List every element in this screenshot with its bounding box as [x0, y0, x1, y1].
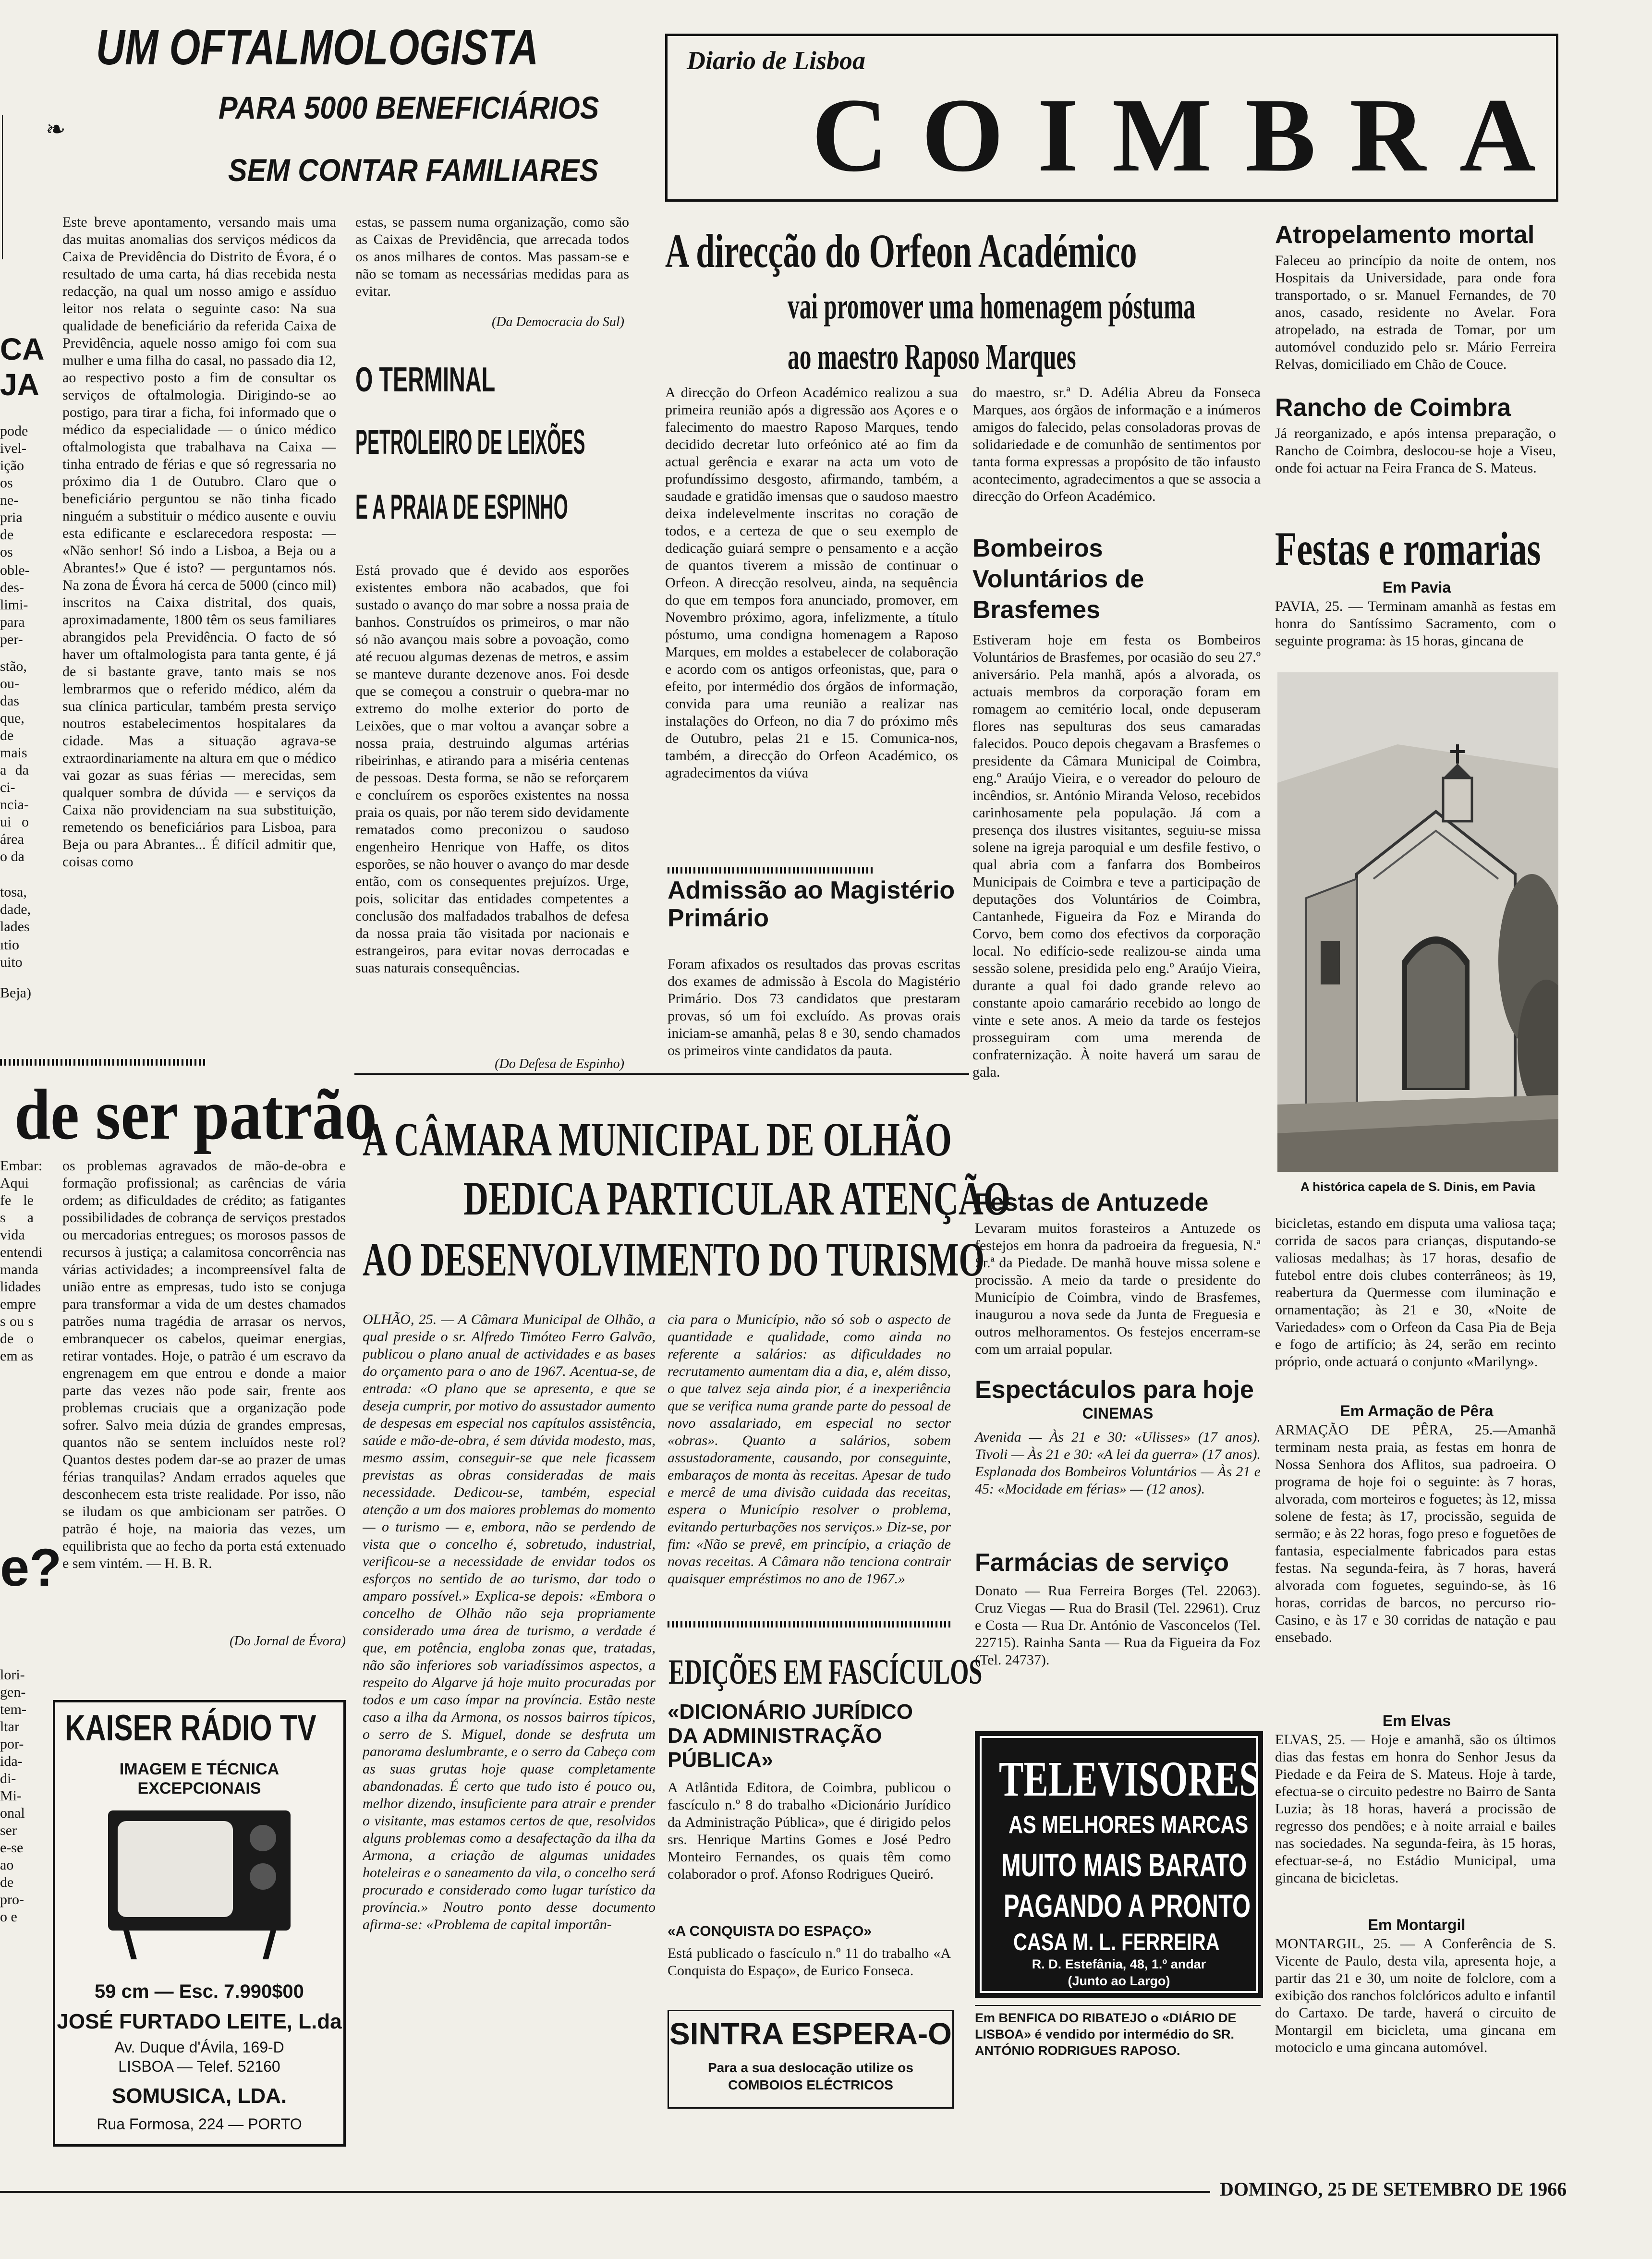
- televisores-ad[interactable]: [975, 1731, 1263, 1998]
- terminal-body: Está provado que é devido aos esporões existentes embora não acabados, que foi sustado o avanço do mar sobre a nossa praia de banhos. Construídos os primeiros, o mar não só não avançou mais sobre a povoação, como até recuou algumas dezenas de metros, e assim se manteve durante dezenove anos. Foi desde que se começou a construir o quebra-mar no extremo do molhe exterior do porto de Leixões, que o mar voltou a avançar sobre a nossa praia, destruindo algumas artérias ribeirinhas, e atirando para a miséria centenas de pessoas. Desta forma, se não se reforçarem e concluírem os esporões existentes na nossa praia os quais, por não terem sido devidamente rematados como preconizou o saudoso engenheiro Henrique von Haffe, os ditos esporões, se não houver o avanço do mar desde então, com os consequentes prejuízos. Urge, pois, solicitar das entidades competentes a conclusão dos malfadados trabalhos de defesa da nossa praia tão visitada por nacionais e estrangeiros, para evitar novas derrocadas e suas naturais consequências.: [355, 562, 629, 976]
- farmacias-body: Donato — Rua Ferreira Borges (Tel. 22063). Cruz Viegas — Rua do Brasil (Tel. 22961). Cruz e Costa — Rua Dr. António de Vasconcelos (Tel. 22715). Rainha Santa — Rua da Figueira da Foz (Tel. 24737).: [975, 1583, 1261, 1668]
- ornament-icon: ❧: [46, 116, 66, 143]
- orfeon-col-2: do maestro, sr.ª D. Adélia Abreu da Fonseca Marques, aos órgãos de informação e a inúmeros amigos do falecido, pelas consoladoras provas de solidariedade e de comunhão de sentimentos por tanta forma expressas a propósito de tão infausto acontecimento, agradecimentos a que se associa a direcção do Orfeon Académico.: [972, 385, 1261, 504]
- kaiser-tag-2: EXCEPCIONAIS: [137, 1779, 261, 1797]
- espectaculos-sub: CINEMAS: [1082, 1405, 1154, 1422]
- tv-set-icon: [108, 1810, 291, 1931]
- bombeiros-body: Estiveram hoje em festa os Bombeiros Voluntários de Brasfemes, por ocasião do seu 27.º aniversário. Pela manhã, após a alvorada, os actuais membros da corporação foram em romagem ao cemitério local, onde depuseram flores nas sepulturas dos seus camaradas falecidos. Pouco depois chegavam a Brasfemes o presidente da Câmara Municipal de Coimbra, eng.º Araújo Vieira, e o vereador do pelouro de incêndios, sr. António Miranda Veloso, recebidos carinhosamente pela população. Já com a presença dos ilustres visitantes, seguiu-se missa solene na igreja paroquial e um desfile festivo, o qual abria com a fanfarra dos Bombeiros Municipais de Coimbra e teve a participação de deputações dos Voluntários de Coimbra, Cantanhede, Figueira da Foz e Miranda do Corvo, bem como dos efectivos da corporação local. No edifício-sede realizou-se ainda uma sessão solene, presidida pelo eng.º Araújo Vieira, durante a qual foi dado grande relevo ao constante apoio camarário recebido ao longo de vinte e sete anos. A meio da tarde os festejos prosseguiram com uma merenda de confraternização. À noite haverá um sarau de gala.: [972, 632, 1261, 1080]
- divider: [668, 1621, 951, 1627]
- montargil-head: Em Montargil: [1368, 1916, 1466, 1933]
- edicoes-body-1: A Atlântida Editora, de Coimbra, publicou o fascículo n.º 8 do trabalho «Dicionário Jurídico da Administração Pública», que é dirigido pelos srs. Henrique Martins Gomes e José Pedro Monteiro Fernandes, os quais têm como colaborador o prof. Afonso Rodrigues Queiró.: [668, 1780, 951, 1882]
- oftal-col-1: Este breve apontamento, versando mais uma das muitas anomalias dos serviços médicos da Caixa de Previdência do Distrito de Évora, é o resultado de uma carta, há dias recebida nesta redacção, na qual um nosso amigo e assíduo leitor nos relata o seguinte caso: Na sua qualidade de beneficiário da referida Caixa de Previdência, aquele nosso amigo foi com sua mulher e uma filha do casal, no passado dia 12, ao respectivo posto a fim de consultar os serviços de oftalmologia. Dirigindo-se ao postigo, para tirar a ficha, foi informado que o médico da especialidade — o único médico oftalmologista que trabalhava na Caixa — tinha entrado de férias e que só regressaria no próximo dia 1 de Outubro. Claro que o beneficiário perguntou se não tinha ficado ninguém a substituir o médico ausente e ouviu esta edificante e esclarecedora resposta: — «Não senhor! Só indo a Lisboa, a Beja ou a Abrantes!» Que é isto? — perguntamos nós. Na zona de Évora há cerca de 5000 (cinco mil) inscritos na Caixa distrital, dos quais, aproximadamente, 1800 têm os seus familiares abrangidos pela Previdência. O facto de só haver um oftalmologista para tanta gente, é já de si bastante grave, tanto mais se nos lembrarmos que o referido médico, além da sua clínica particular, também presta serviço noutros estabelecimentos hospitalares da cidade. Mas a situação agrava-se extraordinariamente na altura em que o médico vai gozar as suas férias — merecidas, sem qualquer sombra de dúvida — e serviços da Caixa não providenciam na sua substituição, remetendo os beneficiários para Lisboa, para Beja ou para Abrantes... É difícil admitir que, coisas como: [62, 214, 336, 870]
- left-edge-fragment-9: e?: [0, 1538, 62, 1597]
- orfeon-title-3: ao maestro Raposo Marques: [788, 337, 1076, 377]
- paper-name: Diario de Lisboa: [687, 46, 865, 75]
- masthead-box: [665, 34, 1569, 202]
- kaiser-dealer-2: SOMUSICA, LDA.: [111, 2084, 287, 2108]
- terminal-title-3: E A PRAIA DE ESPINHO: [355, 488, 568, 526]
- chapel-photo: [1277, 672, 1558, 1172]
- elvas-head: Em Elvas: [1382, 1712, 1451, 1729]
- edicoes-title: EDIÇÕES EM FASCÍCULOS: [668, 1652, 983, 1692]
- tv-ad-line-4: PAGANDO A PRONTO: [1004, 1888, 1251, 1924]
- tv-ad-line-2: AS MELHORES MARCAS: [1008, 1811, 1249, 1839]
- olhao-col-2: cia para o Município, não só sob o aspecto de quantidade e qualidade, como ainda no referente a salários: as dificuldades no recrutamento aumentam dia a dia, e, além disso, o que talvez seja ainda pior, é a inexperiência que se verifica numa grande parte do pessoal de novo assalariado, em especial no sector «obras». Quanto a salários, sobem assustadoramente, causando, por conseguinte, embaraços de monta às receitas. Apesar de tudo e mercê de uma divisão cuidada das receitas, espera o Município resolver o problema, evitando perturbações nos serviços.» Diz-se, por fim: «Não se prevê, em princípio, a criação de novas receitas. A Câmara não tenciona contrair quaisquer empréstimos no ano de 1967.»: [668, 1312, 951, 1587]
- elvas-body: ELVAS, 25. — Hoje e amanhã, são os últimos dias das festas em honra do Senhor Jesus da Piedade e da Feira de S. Mateus. Hoje à tarde, efectua-se o circuito pedestre no Bairro de Santa Luzia; às 18 horas, haverá a procissão de regresso dos pendões; e à noite arraial e bailes nas sociedades. Na segunda-feira, às 15 horas, efectuar-se-á, no Estádio Municipal, uma gincana de bicicletas.: [1275, 1732, 1556, 1886]
- espectaculos-body: Avenida — Às 21 e 30: «Ulisses» (17 anos). Tivoli — Às 21 e 30: «A lei da guerra» (17 anos). Esplanada dos Bombeiros Voluntários — Às 21 e 45: «Mocidade em férias» — (12 anos).: [975, 1429, 1261, 1497]
- kaiser-dealer: JOSÉ FURTADO LEITE, L.da: [57, 2010, 342, 2033]
- oftal-col-2: estas, se passem numa organização, como são as Caixas de Previdência, que arrecada todos os anos milhares de contos. Mas passam-se e não se tomam as necessárias medidas para as evitar.: [355, 214, 629, 299]
- antuzede-body: Levaram muitos forasteiros a Antuzede os festejos em honra da padroeira da freguesia, N.ª Sr.ª da Piedade. De manhã houve missa solene e procissão. A meio da tarde o presidente do Município de Coimbra, vindo de Brasfemes, inaugurou a nova sede da Junta de Freguesia e outros melhoramentos. Os festejos encerram-se com um arraial popular.: [975, 1220, 1261, 1357]
- montargil-body: MONTARGIL, 25. — A Conferência de S. Vicente de Paulo, desta vila, apresenta hoje, a partir das 21 e 30, um noite de folclore, com a exibição dos ranchos folclóricos adulto e infantil do Cartaxo. De tarde, haverá o circuito de Montargil em bicicleta, uma gincana em motociclo e uma gincana automóvel.: [1275, 1936, 1556, 2055]
- sintra-sub: Para a sua deslocação utilize os COMBOIOS ELÉCTRICOS: [708, 2060, 913, 2092]
- orfeon-title-1: A direcção do Orfeon Académico: [665, 224, 1137, 278]
- farmacias-title: Farmácias de serviço: [975, 1549, 1229, 1577]
- armacao-head: Em Armação de Pêra: [1340, 1402, 1494, 1420]
- oftal-title-2: PARA 5000 BENEFICIÁRIOS: [219, 90, 599, 125]
- edicoes-body-2: Está publicado o fascículo n.º 11 do trabalho «A Conquista do Espaço», de Eurico Fonseca.: [668, 1945, 951, 1979]
- atropelamento-body: Faleceu ao princípio da noite de ontem, nos Hospitais da Universidade, para onde fora transportado, o sr. Manuel Fernandes, de 70 anos, casado, residente no Avelar. Fora atropelado, na estrada de Tomar, por um automóvel conduzido pelo sr. Mário Ferreira Relvas, domiciliado em Chão de Couce.: [1275, 253, 1556, 372]
- oftal-credit: (Da Democracia do Sul): [491, 315, 624, 329]
- olhao-title-2: DEDICA PARTICULAR ATENÇÃO: [463, 1172, 1010, 1225]
- orfeon-col-1: A direcção do Orfeon Académico realizou a sua primeira reunião após a digressão aos Açores e o falecimento do maestro Raposo Marques, tendo decidido decretar luto orfeónico até ao fim da actual gerência e exarar na acta um voto de profundíssimo desgosto, afirmando, também, a saudade e gratidão imensas que o saudoso maestro deixa indelevelmente inscritas no coração de todos, e a certeza de que o seu exemplo de dedicação guiará sempre o pensamento e a acção de quantos tiverem a missão de continuar o Orfeon. A direcção resolveu, ainda, na sequência do que em tempos fora anunciado, promover, em Novembro próximo, agora, infelizmente, a título póstumo, uma condigna homenagem a Raposo Marques, em moldes a estabelecer de colaboração e acordo com os antigos orfeonistas, que, para o efeito, por intermédio dos órgãos de informação, convida para uma reunião a realizar nas instalações do Orfeon, no dia 7 do próximo mês de Outubro, pelas 21 e 15. Comunica-nos, também, a direcção do Orfeon Académico, os agradecimentos da viúva: [665, 385, 958, 781]
- edicoes-subhead-1: «DICIONÁRIO JURÍDICO DA ADMINISTRAÇÃO PÚBLICA»: [668, 1700, 913, 1772]
- chapel-photo-image: [1277, 672, 1558, 1172]
- oftal-title-3: SEM CONTAR FAMILIARES: [228, 152, 599, 188]
- olhao-col-1: OLHÃO, 25. — A Câmara Municipal de Olhão, a qual preside o sr. Alfredo Timóteo Ferro Galvão, publicou o plano anual de actividades e as bases do orçamento para o ano de 1967. Acentua-se, de entrada: «O plano que se apresenta, e que se deseja cumprir, por motivo do assustador aumento de despesas em especial nos capítulos assistência, saúde e mão-de-obra, é sem dúvida modesto, mas, mesmo assim, conseguir-se que nele ficassem previstas as obras consideradas de mais necessidade. Dedicou-se, também, especial atenção a um dos maiores problemas do momento — o turismo — e, embora, não se perdendo de vista que o concelho é, sobretudo, industrial, verificou-se a necessidade de envidar todos os esforços no sentido de ao turismo, dar todo o amparo possível.» Explica-se depois: «Embora o concelho de Olhão não seja propriamente considerado uma área de turismo, a verdade é que, em potência, engloba zonas que, tratadas, não são inferiores sob variadíssimos aspectos, a respeito do Algarve já hoje muito procuradas por todos e um caso ímpar na província. Estão neste caso a ilha da Armona, os nossos bairros típicos, o serro de S. Miguel, donde se desfruta um panorama deslumbrante, e o serro da Cabeça com as suas grutas hoje quase completamente abandonadas. É certo que tudo isto é pouco ou, melhor dizendo, insuficiente para atrair e prender o visitante, mas estamos certos de que, resolvidos alguns problemas como a desafectação da ilha da Armona, a criação de algumas unidades hoteleiras e o saneamento da vila, o concelho será procurado e considerado como lugar turístico da província.» Noutro ponto desse documento afirma-se: «Problema de capital importân-: [363, 1312, 656, 1932]
- tv-ad-line-7: (Junto ao Largo): [1068, 1974, 1170, 1988]
- olhao-title-3: AO DESENVOLVIMENTO DO TURISMO: [363, 1233, 985, 1286]
- footer-date: DOMINGO, 25 DE SETEMBRO DE 1966: [1220, 2178, 1567, 2200]
- section-title: COIMBRA: [812, 76, 1569, 194]
- left-edge-fragment-6: tosa, dade, lades: [0, 884, 31, 935]
- rancho-body: Já reorganizado, e após intensa preparação, o Rancho de Coimbra, deslocou-se hoje a Viseu, onde foi actuar na Feira Franca de S. Mateus.: [1275, 425, 1556, 476]
- left-edge-fragment-10: lori- gen- tem- ltar por- ida- di- Mi- onal ser e-se ao de pro- o e: [0, 1667, 26, 1925]
- atropelamento-title: Atropelamento mortal: [1275, 221, 1535, 249]
- antuzede-title: Festas de Antuzede: [975, 1189, 1209, 1216]
- left-edge-fragment-8: Beja): [0, 985, 31, 1001]
- tv-ad-line-5: CASA M. L. FERREIRA: [1013, 1929, 1220, 1955]
- kaiser-ad[interactable]: [53, 1700, 346, 2147]
- rancho-title: Rancho de Coimbra: [1275, 394, 1511, 422]
- tv-ad-line-3: MUITO MAIS BARATO: [1001, 1847, 1247, 1883]
- pavia-head: Em Pavia: [1382, 579, 1451, 596]
- photo-caption: A histórica capela de S. Dinis, em Pavia: [1300, 1179, 1535, 1194]
- divider: [0, 1059, 206, 1066]
- patrao-title: de ser patrão: [14, 1075, 377, 1154]
- terminal-credit: (Do Defesa de Espinho): [495, 1057, 624, 1071]
- benfica-note: Em BENFICA DO RIBATEJO o «DIÁRIO DE LISBOA» é vendido por intermédio do SR. ANTÓNIO RODRIGUES RAPOSO.: [975, 2011, 1237, 2058]
- patrao-left-fragment: Embar: Aqui fe le s a vida entendi manda lidades empre s ou s de o em as: [0, 1158, 43, 1364]
- terminal-title-1: O TERMINAL: [355, 361, 496, 399]
- espectaculos-title: Espectáculos para hoje: [975, 1376, 1254, 1404]
- kaiser-address-2: Rua Formosa, 224 — PORTO: [97, 2115, 302, 2133]
- left-edge-fragment-7: ıtio uito: [0, 937, 23, 970]
- left-edge-fragment-4: stão, ou- das que, de: [0, 658, 27, 743]
- left-edge-fragment-5: mais a da ci- ncia- ui o área o da: [0, 745, 29, 864]
- olhao-title-1: A CÂMARA MUNICIPAL DE OLHÃO: [363, 1113, 952, 1166]
- patrao-credit: (Do Jornal de Évora): [230, 1634, 346, 1649]
- kaiser-price: 59 cm — Esc. 7.990$00: [95, 1981, 304, 2002]
- patrao-body: os problemas agravados de mão-de-obra e formação profissional; as carências de vária ordem; as dificuldades de crédito; as fatigantes possibilidades de cobrança de serviços prestados ou mercadorias entregues; os morosos passos de recursos à justiça; a calamitosa concorrência nas várias actividades; a incompreensível falta de união entre as empresas, tudo isto se conjuga para transformar a vida de um destes chamados patrões numa tragédia de arrasar os nervos, embranquecer os cabelos, queimar energias, retirar vontades. Hoje, o patrão é um escravo da engrenagem em que entrou e donde a maior parte das vezes não pode sair, frente aos problemas cruciais que a organização pode sofrer. Salvo meia dúzia de grandes empresas, quantos não se sentem incluídos neste rol? Quantos destes podem dar-se ao prazer de umas férias tranquilas? Andam errados aqueles que desconhecem esta triste realidade. Por isso, não se iludam os que ambicionam ser patrões. O patrão é hoje, na maioria das vezes, um equilibrista que ao fecho da porta está extenuado e sem vintém. — H. B. R.: [62, 1158, 346, 1571]
- admissao-title: Admissão ao Magistério Primário: [668, 876, 955, 932]
- left-edge-fragment-3: oble- des- limi- para per-: [0, 562, 30, 647]
- kaiser-tag-1: IMAGEM E TÉCNICA: [119, 1760, 279, 1778]
- festas-title: Festas e romarias: [1275, 522, 1541, 575]
- kaiser-address: Av. Duque d'Ávila, 169-D: [114, 2039, 284, 2056]
- bombeiros-title: Bombeiros Voluntários de Brasfemes: [972, 534, 1144, 624]
- armacao-body: ARMAÇÃO DE PÊRA, 25.—Amanhã terminam nesta praia, as festas em honra de Nossa Senhora dos Aflitos, sua padroeira. O programa de hoje foi o seguinte: às 7 horas, alvorada, com morteiros e foguetes; às 12, missa solene de festa; às 17, procissão, seguida de sermão; e às 22 horas, fogo preso e foguetões de fantasia, especialmente fabricados para estas festas. Na segunda-feira, às 7 horas, haverá alvorada com foguetes, seguindo-se, às 16 horas, corridas de barcos, no percurso rio-Casino, e às 17 e 30 corridas de natação e pau ensebado.: [1275, 1422, 1556, 1645]
- kaiser-city-tel: LISBOA — Telef. 52160: [118, 2058, 280, 2075]
- orfeon-title-2: vai promover uma homenagem póstuma: [788, 286, 1195, 327]
- left-edge-fragment-1: CA JA: [0, 332, 44, 402]
- sintra-ad[interactable]: [668, 2010, 954, 2109]
- sintra-title: SINTRA ESPERA-O: [669, 2016, 952, 2051]
- left-edge-fragment-2: pode ivel- ição os ne- pria de os: [0, 423, 28, 560]
- tv-ad-line-6: R. D. Estefânia, 48, 1.º andar: [1032, 1957, 1206, 1971]
- edicoes-subhead-2: «A CONQUISTA DO ESPAÇO»: [668, 1923, 872, 1939]
- pavia-body: PAVIA, 25. — Terminam amanhã as festas em honra do Santíssimo Sacramento, com o seguinte programa: às 15 horas, gincana de: [1275, 598, 1556, 649]
- terminal-title-2: PETROLEIRO DE LEIXÕES: [355, 423, 585, 462]
- oftal-title-1: UM OFTALMOLOGISTA: [96, 20, 539, 75]
- admissao-body: Foram afixados os resultados das provas escritas dos exames de admissão à Escola do Magistério Primário. Dos 73 candidatos que prestaram provas, só um foi excluído. As provas orais iniciam-se amanhã, pelas 8 e 30, sendo chamados os primeiros vinte candidatos da pauta.: [668, 956, 960, 1058]
- pavia-continued: bicicletas, estando em disputa uma valiosa taça; corrida de sacos para crianças, disputando-se valiosas medalhas; às 17 horas, desafio de futebol entre dois clubes conterrâneos; às 19, reabertura da Quermesse com iluminação e ornamentação; às 21 e 30, «Noite de Variedades» com o Orfeon da Casa Pia de Beja e fogo de artifício; às 24, serão em recinto próprio, onde actuará o conjunto «Marilyng».: [1275, 1215, 1556, 1370]
- footer-rule: [0, 2191, 1210, 2193]
- kaiser-brand: KAISER RÁDIO TV: [65, 1708, 316, 1749]
- divider: [668, 867, 874, 874]
- tv-ad-line-1: TELEVISORES: [999, 1751, 1260, 1807]
